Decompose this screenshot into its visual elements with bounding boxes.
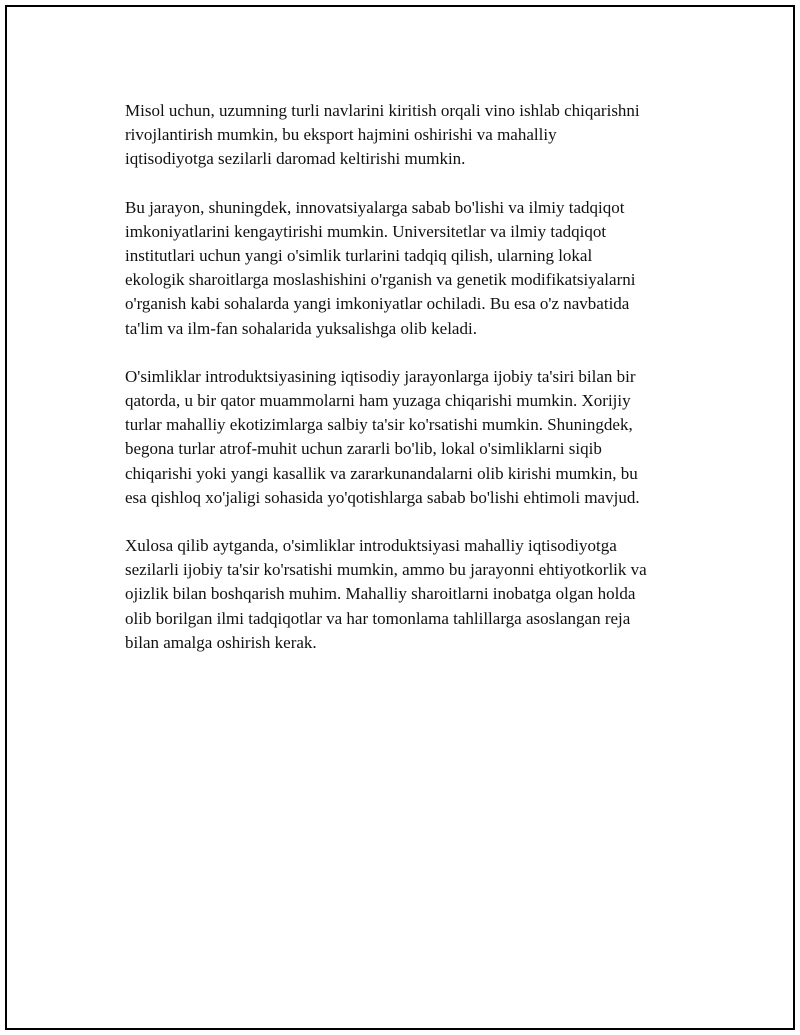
text-line: O'simliklar introduktsiyasining iqtisodiy jarayonlarga ijobiy ta'siri bilan bir	[125, 366, 636, 386]
text-line: rivojlantirish mumkin, bu eksport hajmini oshirishi va mahalliy	[125, 125, 557, 145]
text-line: institutlari uchun yangi o'simlik turlarini tadqiq qilish, ularning lokal	[125, 246, 593, 266]
text-line: esa qishloq xo'jaligi sohasida yo'qotishlarga sabab bo'lishi ehtimoli mavjud.	[125, 487, 640, 507]
text-line: sezilarli ijobiy ta'sir ko'rsatishi mumkin, ammo bu jarayonni ehtiyotkorlik va	[125, 560, 647, 580]
text-line: chiqarishi yoki yangi kasallik va zararkunandalarni olib kirishi mumkin, bu	[125, 463, 638, 483]
paragraph-4	[125, 534, 705, 655]
text-line: ekologik sharoitlarga moslashishini o'rganish va genetik modifikatsiyalarni	[125, 270, 636, 290]
text-line: turlar mahalliy ekotizimlarga salbiy ta'sir ko'rsatishi mumkin. Shuningdek,	[125, 415, 633, 435]
text-line: Xulosa qilib aytganda, o'simliklar introduktsiyasi mahalliy iqtisodiyotga	[125, 536, 617, 556]
text-line: Misol uchun, uzumning turli navlarini kiritish orqali vino ishlab chiqarishni	[125, 101, 640, 120]
text-line: bilan amalga oshirish kerak.	[125, 632, 317, 652]
page-frame	[5, 5, 795, 1030]
text-line: olib borilgan ilmi tadqiqotlar va har tomonlama tahlillarga asoslangan reja	[125, 608, 631, 628]
text-line: qatorda, u bir qator muammolarni ham yuzaga chiqarishi mumkin. Xorijiy	[125, 391, 631, 411]
paragraph-3	[125, 365, 705, 510]
text-line: imkoniyatlarini kengaytirishi mumkin. Universitetlar va ilmiy tadqiqot	[125, 221, 607, 241]
text-line: o'rganish kabi sohalarda yangi imkoniyatlar ochiladi. Bu esa o'z navbatida	[125, 294, 630, 314]
text-line: ta'lim va ilm-fan sohalarida yuksalishga olib keladi.	[125, 318, 477, 338]
text-line: ojizlik bilan boshqarish muhim. Mahalliy sharoitlarni inobatga olgan holda	[125, 584, 636, 604]
text-line: Bu jarayon, shuningdek, innovatsiyalarga sabab bo'lishi va ilmiy tadqiqot	[125, 197, 625, 217]
document-body	[125, 99, 705, 679]
paragraph-2	[125, 196, 705, 341]
text-line: iqtisodiyotga sezilarli daromad keltirishi mumkin.	[125, 149, 466, 169]
paragraph-1	[125, 99, 705, 172]
text-line: begona turlar atrof-muhit uchun zararli bo'lib, lokal o'simliklarni siqib	[125, 439, 602, 459]
